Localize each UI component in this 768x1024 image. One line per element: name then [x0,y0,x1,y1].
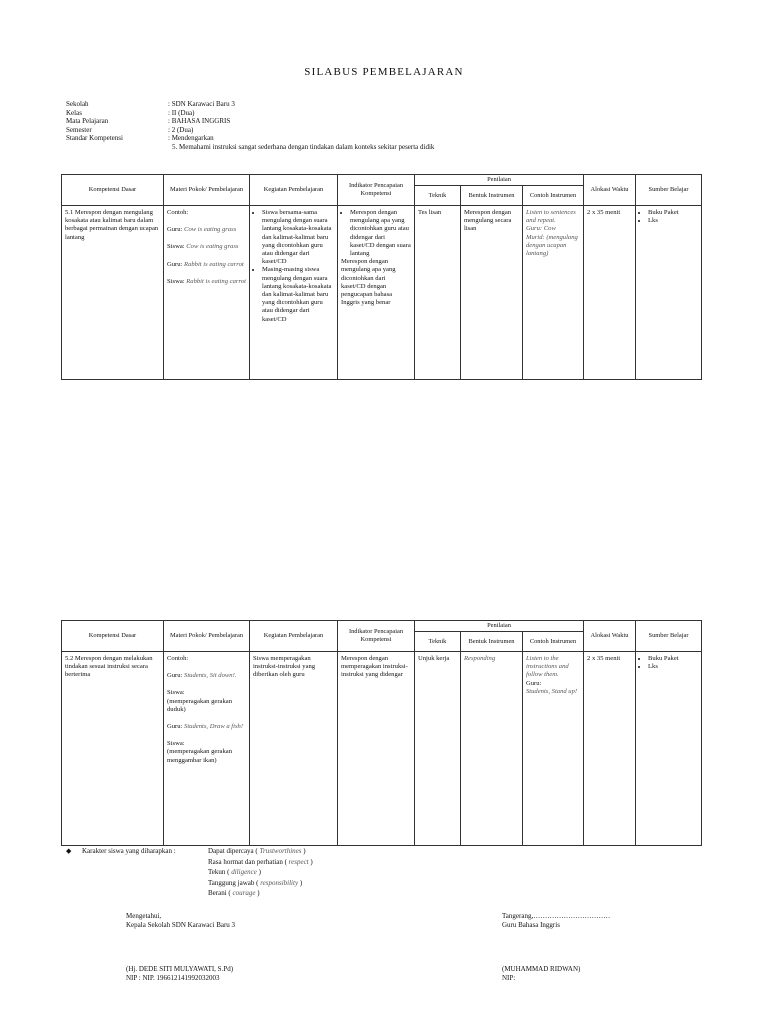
header-sumber: Sumber Belajar [636,175,702,206]
table-row [62,652,702,846]
signature-left-heading: Mengetahui, Kepala Sekolah SDN Karawaci Baru 3 [126,912,236,929]
header-alokasi: Alokasi Waktu [584,175,636,206]
sumber-cell [636,206,702,380]
kegiatan-cell [250,206,338,380]
header-indikator: Indikator Pencapaian Kompetensi [338,175,415,206]
header-penilaian: Penilaian [415,621,584,632]
alokasi-cell: 2 x 35 menit [584,206,636,380]
header-materi: Materi Pokok/ Pembelajaran [164,621,250,652]
header-teknik: Teknik [415,186,461,206]
character-item: Tanggung jawab ( responsibility ) [208,878,303,887]
contoh-cell: Listen to the instructions and follow them. Guru: Students, Stand up! [523,652,584,846]
syllabus-table-2 [61,620,702,846]
header-sumber: Sumber Belajar [636,621,702,652]
kd-cell: 5.1 Merespon dengan mengulang kosakata atau kalimat baru dalam berbagai permainan dengan ucapan lantang [62,206,164,380]
header-kegiatan: Kegiatan Pembelajaran [250,621,338,652]
header-materi: Materi Pokok/ Pembelajaran [164,175,250,206]
list-item: • Buku Paket [648,209,698,217]
list-item: • Masing-masing siswa mengulang dengan suara lantang kosakata-kosakata dan kalimat-kalimat baru yang dicontohkan guru atau didengar dari kaset/CD [262,266,334,323]
header-penilaian: Penilaian [415,175,584,186]
document-title: SILABUS PEMBELAJARAN [304,66,464,78]
teknik-cell: Unjuk kerja [415,652,461,846]
list-item: • Merespon dengan mengulang apa yang dicontohkan guru atau didengar dari kaset/CD dengan suara lantang [350,209,411,258]
character-item: Rasa hormat dan perhatian ( respect ) [208,857,313,866]
header-contoh: Contoh Instrumen [523,186,584,206]
bentuk-cell: Merespon dengan mengulang secara lisan [461,206,523,380]
signature-right-heading: Tangerang,…………………………… Guru Bahasa Inggris [502,912,611,929]
character-item: Berani ( courage ) [208,889,260,897]
signature-left-name: (Hj. DEDE SITI MULYAWATI, S.Pd) NIP : NIP. 196612141992032003 [126,965,234,982]
teknik-cell: Tes lisan [415,206,461,380]
kd-cell: 5.2 Merespon dengan melakukan tindakan sesuai instruksi secara berterima [62,652,164,846]
header-teknik: Teknik [415,632,461,652]
indikator-cell: • Merespon dengan mengulang apa yang dicontohkan guru atau didengar dari kaset/CD dengan suara lantang Merespon dengan mengulang apa yang dicontohkan dari kaset/CD dengan pengucapan bahasa Inggris yang benar [338,206,415,380]
kegiatan-cell: Siswa memperagakan instruksi-instruksi yang diberikan oleh guru [250,652,338,846]
header-kegiatan: Kegiatan Pembelajaran [250,175,338,206]
list-item: • Buku Paket [648,655,698,663]
materi-cell: Contoh: Guru: Students, Sit down!. Siswa: (memperagakan gerakan duduk) Guru: Students, Draw a fish! Siswa: (memperagakan gerakan menggambar ikan) [164,652,250,846]
header-kompetensi-dasar: Kompetensi Dasar [62,175,164,206]
sumber-cell [636,652,702,846]
header-alokasi: Alokasi Waktu [584,621,636,652]
contoh-cell: Listen to sentences and repeat. Guru: Cow Murid: (mengulang dengan ucapan lantang) [523,206,584,380]
list-item: • Siswa bersama-sama mengulang dengan suara lantang kosakata-kosakata dan kalimat-kalimat baru yang dicontohkan guru atau didengar dari kaset/CD [262,209,334,266]
header-bentuk: Bentuk Instrumen [461,632,523,652]
alokasi-cell: 2 x 35 menit [584,652,636,846]
bentuk-cell: Responding [461,652,523,846]
indikator-cell: Merespon dengan memperagakan instruksi-instruksi yang didengar [338,652,415,846]
signature-right-name: (MUHAMMAD RIDWAN) NIP: [502,965,581,982]
syllabus-table-1 [61,174,702,380]
header-bentuk: Bentuk Instrumen [461,186,523,206]
header-indikator: Indikator Pencapaian Kompetensi [338,621,415,652]
list-item: • Lks [648,663,698,671]
character-item: Dapat dipercaya ( Trustworthines ) [208,847,306,855]
materi-cell: Contoh: Guru: Cow is eating grass Siswa: Cow is eating grass Guru: Rabbit is eating carrot Siswa: Rabbit is eating carrot [164,206,250,380]
list-item: • Lks [648,217,698,225]
table-row [62,206,702,380]
header-kompetensi-dasar: Kompetensi Dasar [62,621,164,652]
diamond-bullet-icon: ◆ [66,847,72,855]
character-item: Tekun ( diligence ) [208,868,261,876]
header-contoh: Contoh Instrumen [523,632,584,652]
